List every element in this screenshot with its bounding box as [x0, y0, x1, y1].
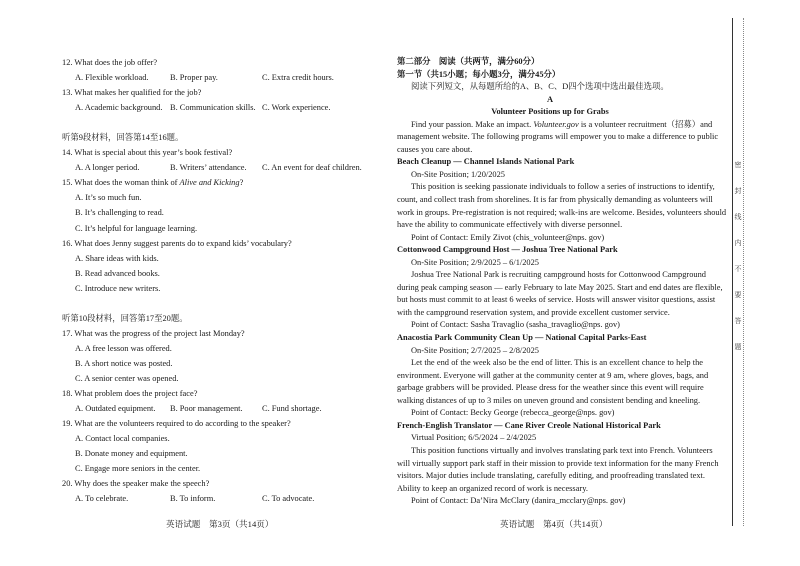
binding-notice-char: 密: [734, 161, 742, 169]
text-segment: is a volunteer recruitment（招募）and: [578, 119, 713, 129]
question-stem: 16. What does Jenny suggest parents do to expand kids’ vocabulary?: [62, 238, 292, 248]
answer-option: C. It’s helpful for language learning.: [75, 223, 198, 233]
passage-line: On-Site Position; 2/9/2025 – 6/1/2025: [411, 257, 539, 267]
answer-option: A. A free lesson was offered.: [75, 343, 172, 353]
answer-option: A. A longer period.: [75, 163, 140, 173]
passage-line: Virtual Position; 6/5/2024 – 2/4/2025: [411, 433, 537, 443]
question-stem: 13. What makes her qualified for the job?: [62, 88, 202, 98]
text-segment: Find your passion. Make an impact.: [411, 119, 534, 129]
paragraph-line: management website. The following programs will empower you to make a difference to public: [397, 132, 719, 142]
answer-option: C. Engage more seniors in the center.: [75, 464, 201, 474]
binding-margin-notice: [733, 160, 743, 368]
answer-options-row: [62, 160, 382, 175]
passage-line: Point of Contact: Becky George (rebecca_george@nps. gov): [411, 408, 615, 418]
text-segment: ?: [239, 178, 244, 188]
answer-options-row: [62, 70, 382, 85]
section-instruction: 听第10段材料，回答第17至20题。: [62, 313, 188, 323]
paragraph-start: This position functions virtually and involves translating park text into French. Volunteers: [411, 445, 713, 455]
answer-option: A. To celebrate.: [75, 494, 129, 504]
answer-option: A. Academic background.: [75, 103, 163, 113]
paragraph-line: during peak camping season — early February to late May 2025. Start and end dates are flexible,: [397, 282, 723, 292]
answer-option: C. Work experience.: [262, 103, 331, 113]
answer-option: B. Donate money and equipment.: [75, 449, 188, 459]
section-instruction: 听第9段材料，回答第14至16题。: [62, 133, 184, 143]
answer-option: A. Outdated equipment.: [75, 404, 156, 414]
paragraph-line: Ability to keep an organized record of work is necessary.: [397, 483, 588, 493]
passage-line: On-Site Position; 2/7/2025 – 2/8/2025: [411, 345, 539, 355]
passage-line: On-Site Position; 1/20/2025: [411, 169, 505, 179]
answer-option: C. To advocate.: [262, 494, 315, 504]
answer-option: A. It’s so much fun.: [75, 193, 142, 203]
passage-line: 阅读下列短文，从每题所给的A、B、C、D四个选项中选出最佳选项。: [411, 82, 669, 92]
answer-option: A. Flexible workload.: [75, 73, 149, 83]
paragraph-line: garbage grabbers will be provided. Please dress for the weather since this event will require: [397, 383, 704, 393]
answer-options-row: [62, 401, 382, 416]
question-stem: 17. What was the progress of the project last Monday?: [62, 328, 245, 338]
paragraph-line: work in groups. Pre-registration is not required; walk-ins are welcome. Besides, volunteers should: [397, 207, 727, 217]
binding-notice-char: 封: [734, 187, 742, 195]
answer-option: A. Share ideas with kids.: [75, 253, 159, 263]
listening-questions-column: [62, 55, 382, 506]
reading-passage-column: [397, 56, 727, 508]
answer-options-row: [62, 491, 382, 506]
answer-option: B. Communication skills.: [170, 103, 256, 113]
question-stem: [62, 175, 382, 190]
section-heading: Cottonwood Campground Host — Joshua Tree National Park: [397, 245, 618, 255]
answer-option: C. Fund shortage.: [262, 404, 322, 414]
section-heading: Beach Cleanup — Channel Islands National Park: [397, 157, 575, 167]
page-footer-4: 英语试题 第4页（共14页）: [500, 519, 608, 529]
paragraph-start: Joshua Tree National Park is recruiting campground hosts for Cottonwood Campground: [411, 270, 706, 280]
page-footer-3: 英语试题 第3页（共14页）: [166, 519, 274, 529]
italic-title: Alive and Kicking: [179, 178, 240, 188]
paragraph-line: environment. Everyone will gather at the community center at 9 am, where gloves, bags, and: [397, 370, 709, 380]
italic-title: Volunteer.gov: [533, 119, 579, 129]
question-stem: 19. What are the volunteers required to do according to the speaker?: [62, 419, 291, 429]
paragraph-line: but hosts must commit to at least 6 weeks of service. Hosts will answer visitor questions, assist: [397, 295, 716, 305]
answer-option: B. A short notice was posted.: [75, 358, 173, 368]
binding-notice-char: 要: [734, 291, 742, 299]
binding-notice-char: 答: [734, 317, 742, 325]
section-heading: 第二部分 阅读（共两节，满分60分）: [397, 57, 540, 66]
question-stem: 12. What does the job offer?: [62, 58, 158, 67]
passage-title: Volunteer Positions up for Grabs: [491, 107, 609, 117]
question-stem: 14. What is special about this year’s book festival?: [62, 148, 233, 158]
passage-title: A: [546, 94, 554, 104]
section-heading: 第一节（共15小题；每小题3分，满分45分）: [397, 69, 561, 79]
passage-line: Point of Contact: Sasha Travaglio (sasha_travaglio@nps. gov): [411, 320, 620, 330]
answer-option: B. Read advanced books.: [75, 268, 160, 278]
answer-option: C. Introduce new writers.: [75, 283, 161, 293]
section-heading: Anacostia Park Community Clean Up — National Capital Parks-East: [397, 333, 647, 343]
paragraph-start: This position is seeking passionate individuals to follow a series of instructions to identify,: [411, 182, 715, 192]
answer-option: B. Writers’ attendance.: [170, 163, 247, 173]
paragraph-line: count, and collect trash from shorelines. It is far from physically demanding as volunteers will: [397, 195, 713, 205]
answer-option: B. Poor management.: [170, 404, 243, 414]
passage-line: Point of Contact: Emily Zivot (chis_volunteer@nps. gov): [411, 232, 605, 242]
question-stem: 18. What problem does the project face?: [62, 389, 198, 399]
paragraph-line: with the campground reservation system, and provide excellent customer service.: [397, 307, 670, 317]
binding-notice-char: 题: [734, 343, 742, 351]
answer-option: C. Extra credit hours.: [262, 73, 334, 83]
text-segment: 15. What does the woman think of: [62, 178, 180, 188]
section-heading: French-English Translator — Cane River Creole National Historical Park: [397, 420, 661, 430]
binding-notice-char: 线: [734, 213, 742, 221]
paragraph-line: causes you care about.: [397, 144, 473, 154]
answer-option: C. A senior center was opened.: [75, 373, 179, 383]
answer-option: B. It’s challenging to read.: [75, 208, 164, 218]
answer-options-row: [62, 100, 382, 115]
paragraph-start: [397, 119, 713, 132]
paragraph-start: Let the end of the week also be the end of litter. This is an excellent chance to help the: [411, 358, 703, 368]
binding-notice-char: 不: [734, 265, 742, 273]
answer-option: C. An event for deaf children.: [262, 163, 362, 173]
passage-line: Point of Contact: Da’Nira McClary (danira_mcclary@nps. gov): [411, 496, 626, 506]
paragraph-line: walking distances of up to 3 miles on uneven ground and consistent bending and kneeling.: [397, 395, 701, 405]
answer-option: A. Contact local companies.: [75, 434, 170, 444]
paragraph-line: have the ability to communicate effectively with diverse personnel.: [397, 220, 623, 230]
question-stem: 20. Why does the speaker make the speech?: [62, 479, 210, 489]
binding-line-dotted: [743, 18, 744, 526]
paragraph-line: will virtually support park staff in their mission to provide text information for the many French: [397, 458, 719, 468]
paragraph-line: visitors. Major duties include translating, carefully editing, and proofreading translated text.: [397, 471, 705, 481]
answer-option: B. To inform.: [170, 494, 216, 504]
answer-option: B. Proper pay.: [170, 73, 218, 83]
binding-notice-char: 内: [734, 239, 742, 247]
